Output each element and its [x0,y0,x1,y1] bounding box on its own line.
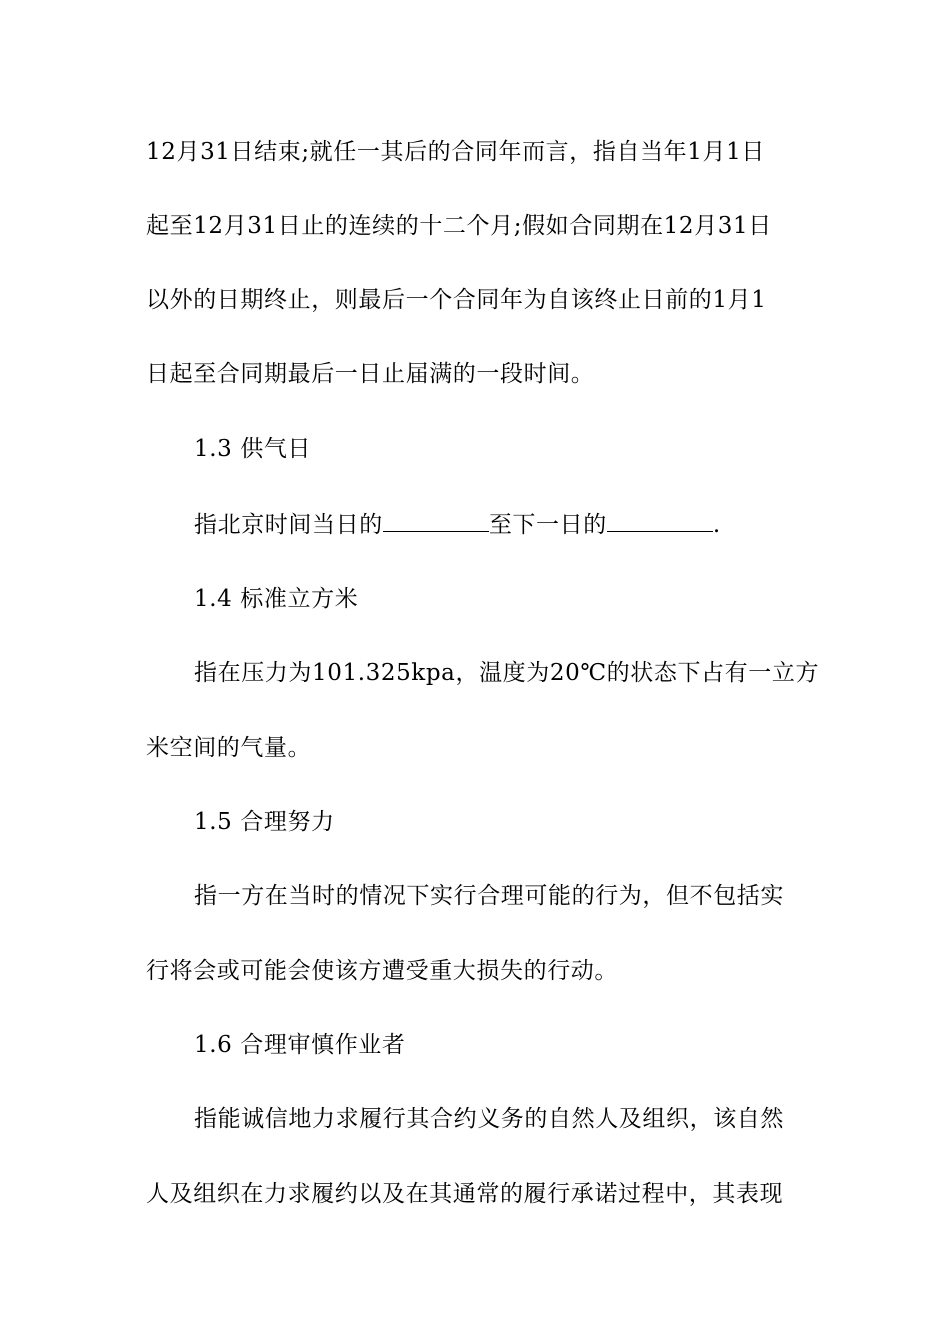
paragraph-line: 指能诚信地力求履行其合约义务的自然人及组织，该自然 [194,1106,784,1132]
supply-day-text-c: . [712,512,721,538]
paragraph-line: 米空间的气量。 [146,735,312,761]
supply-day-text-b: 至下一日的 [488,512,607,538]
paragraph-line: 人及组织在力求履约以及在其通常的履行承诺过程中，其表现 [146,1181,784,1207]
paragraph-line: 日起至合同期最后一日止届满的一段时间。 [146,361,595,387]
section-heading-1-5: 1.5 合理努力 [194,809,335,835]
paragraph-line: 12月31日结束;就任一其后的合同年而言，指自当年1月1日 [146,139,765,165]
paragraph-line: 行将会或可能会使该方遭受重大损失的行动。 [146,958,618,984]
section-heading-1-3: 1.3 供气日 [194,436,312,462]
paragraph-line: 起至12月31日止的连续的十二个月;假如合同期在12月31日 [146,213,772,239]
blank-field [383,530,489,532]
blank-field [607,530,713,532]
section-heading-1-4: 1.4 标准立方米 [194,586,359,612]
paragraph-line: 以外的日期终止，则最后一个合同年为自该终止日前的1月1 [146,287,767,313]
supply-day-text-a: 指北京时间当日的 [194,512,383,538]
supply-day-definition [194,505,854,545]
paragraph-line: 指在压力为101.325kpa，温度为20℃的状态下占有一立方 [194,660,820,686]
paragraph-line: 指一方在当时的情况下实行合理可能的行为，但不包括实 [194,883,784,909]
section-heading-1-6: 1.6 合理审慎作业者 [194,1032,406,1058]
